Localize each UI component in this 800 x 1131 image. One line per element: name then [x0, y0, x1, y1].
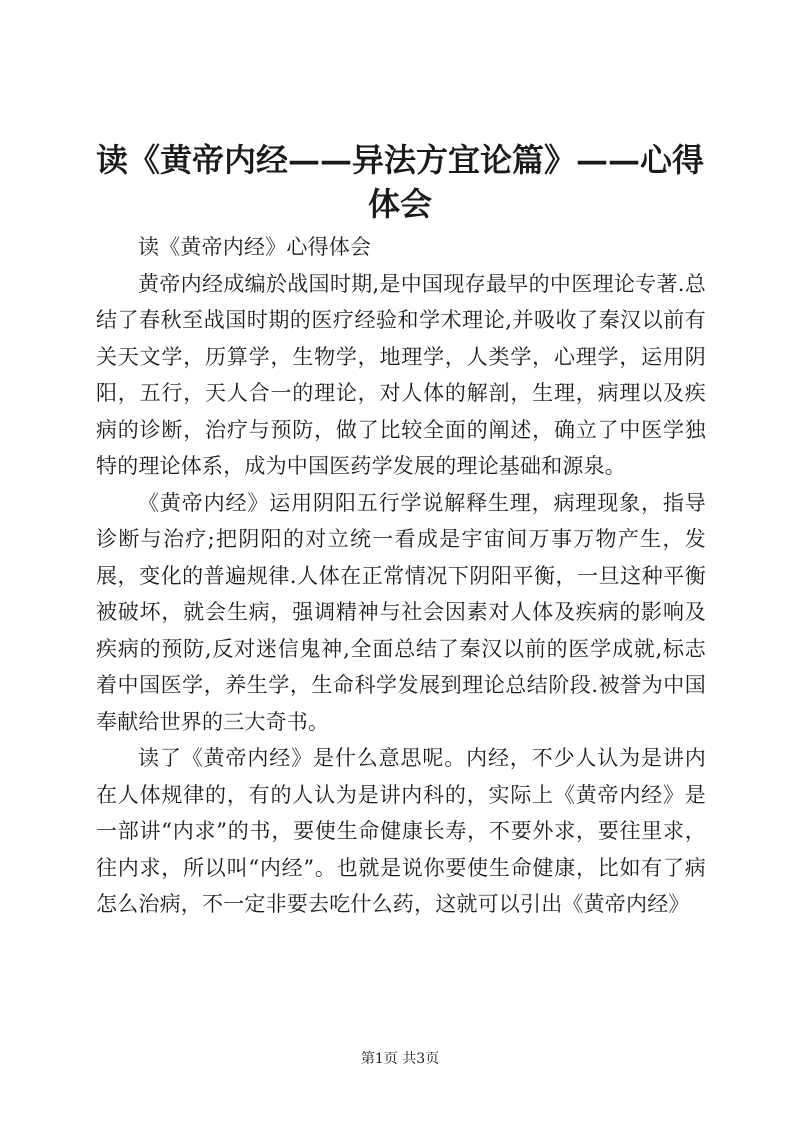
paragraph-1: 黄帝内经成编於战国时期,是中国现存最早的中医理论专著.总结了春秋至战国时期的医疗经验和学术理论,并吸收了秦汉以前有关天文学，历算学，生物学，地理学，人类学，心理学，运用阴阳，五行，天人合一的理论，对人体的解剖，生理，病理以及疾病的诊断，治疗与预防，做了比较全面的阐述，确立了中医学独特的理论体系，成为中国医药学发展的理论基础和源泉。 [96, 271, 706, 478]
paragraph-subtitle: 读《黄帝内经》心得体会 [138, 235, 372, 259]
document-body [96, 229, 706, 923]
document-title: 读《黄帝内经——异法方宜论篇》——心得体会 [96, 141, 705, 223]
page-footer: 第1页 共3页 [360, 1051, 440, 1067]
paragraph-3: 读了《黄帝内经》是什么意思呢。内经，不少人认为是讲内在人体规律的，有的人认为是讲内科的，实际上《黄帝内经》是一部讲“内求”的书，要使生命健康长寿，不要外求，要往里求，往内求，所以叫“内经”。也就是说你要使生命健康，比如有了病怎么治病，不一定非要去吃什么药，这就可以引出《黄帝内经》 [96, 746, 706, 916]
paragraph-2: 《黄帝内经》运用阴阳五行学说解释生理，病理现象，指导诊断与治疗;把阴阳的对立统一看成是宇宙间万事万物产生，发展，变化的普遍规律.人体在正常情况下阴阳平衡，一旦这种平衡被破坏，就会生病，强调精神与社会因素对人体及疾病的影响及疾病的预防,反对迷信鬼神,全面总结了秦汉以前的医学成就,标志着中国医学，养生学，生命科学发展到理论总结阶段.被誉为中国奉献给世界的三大奇书。 [96, 490, 706, 734]
